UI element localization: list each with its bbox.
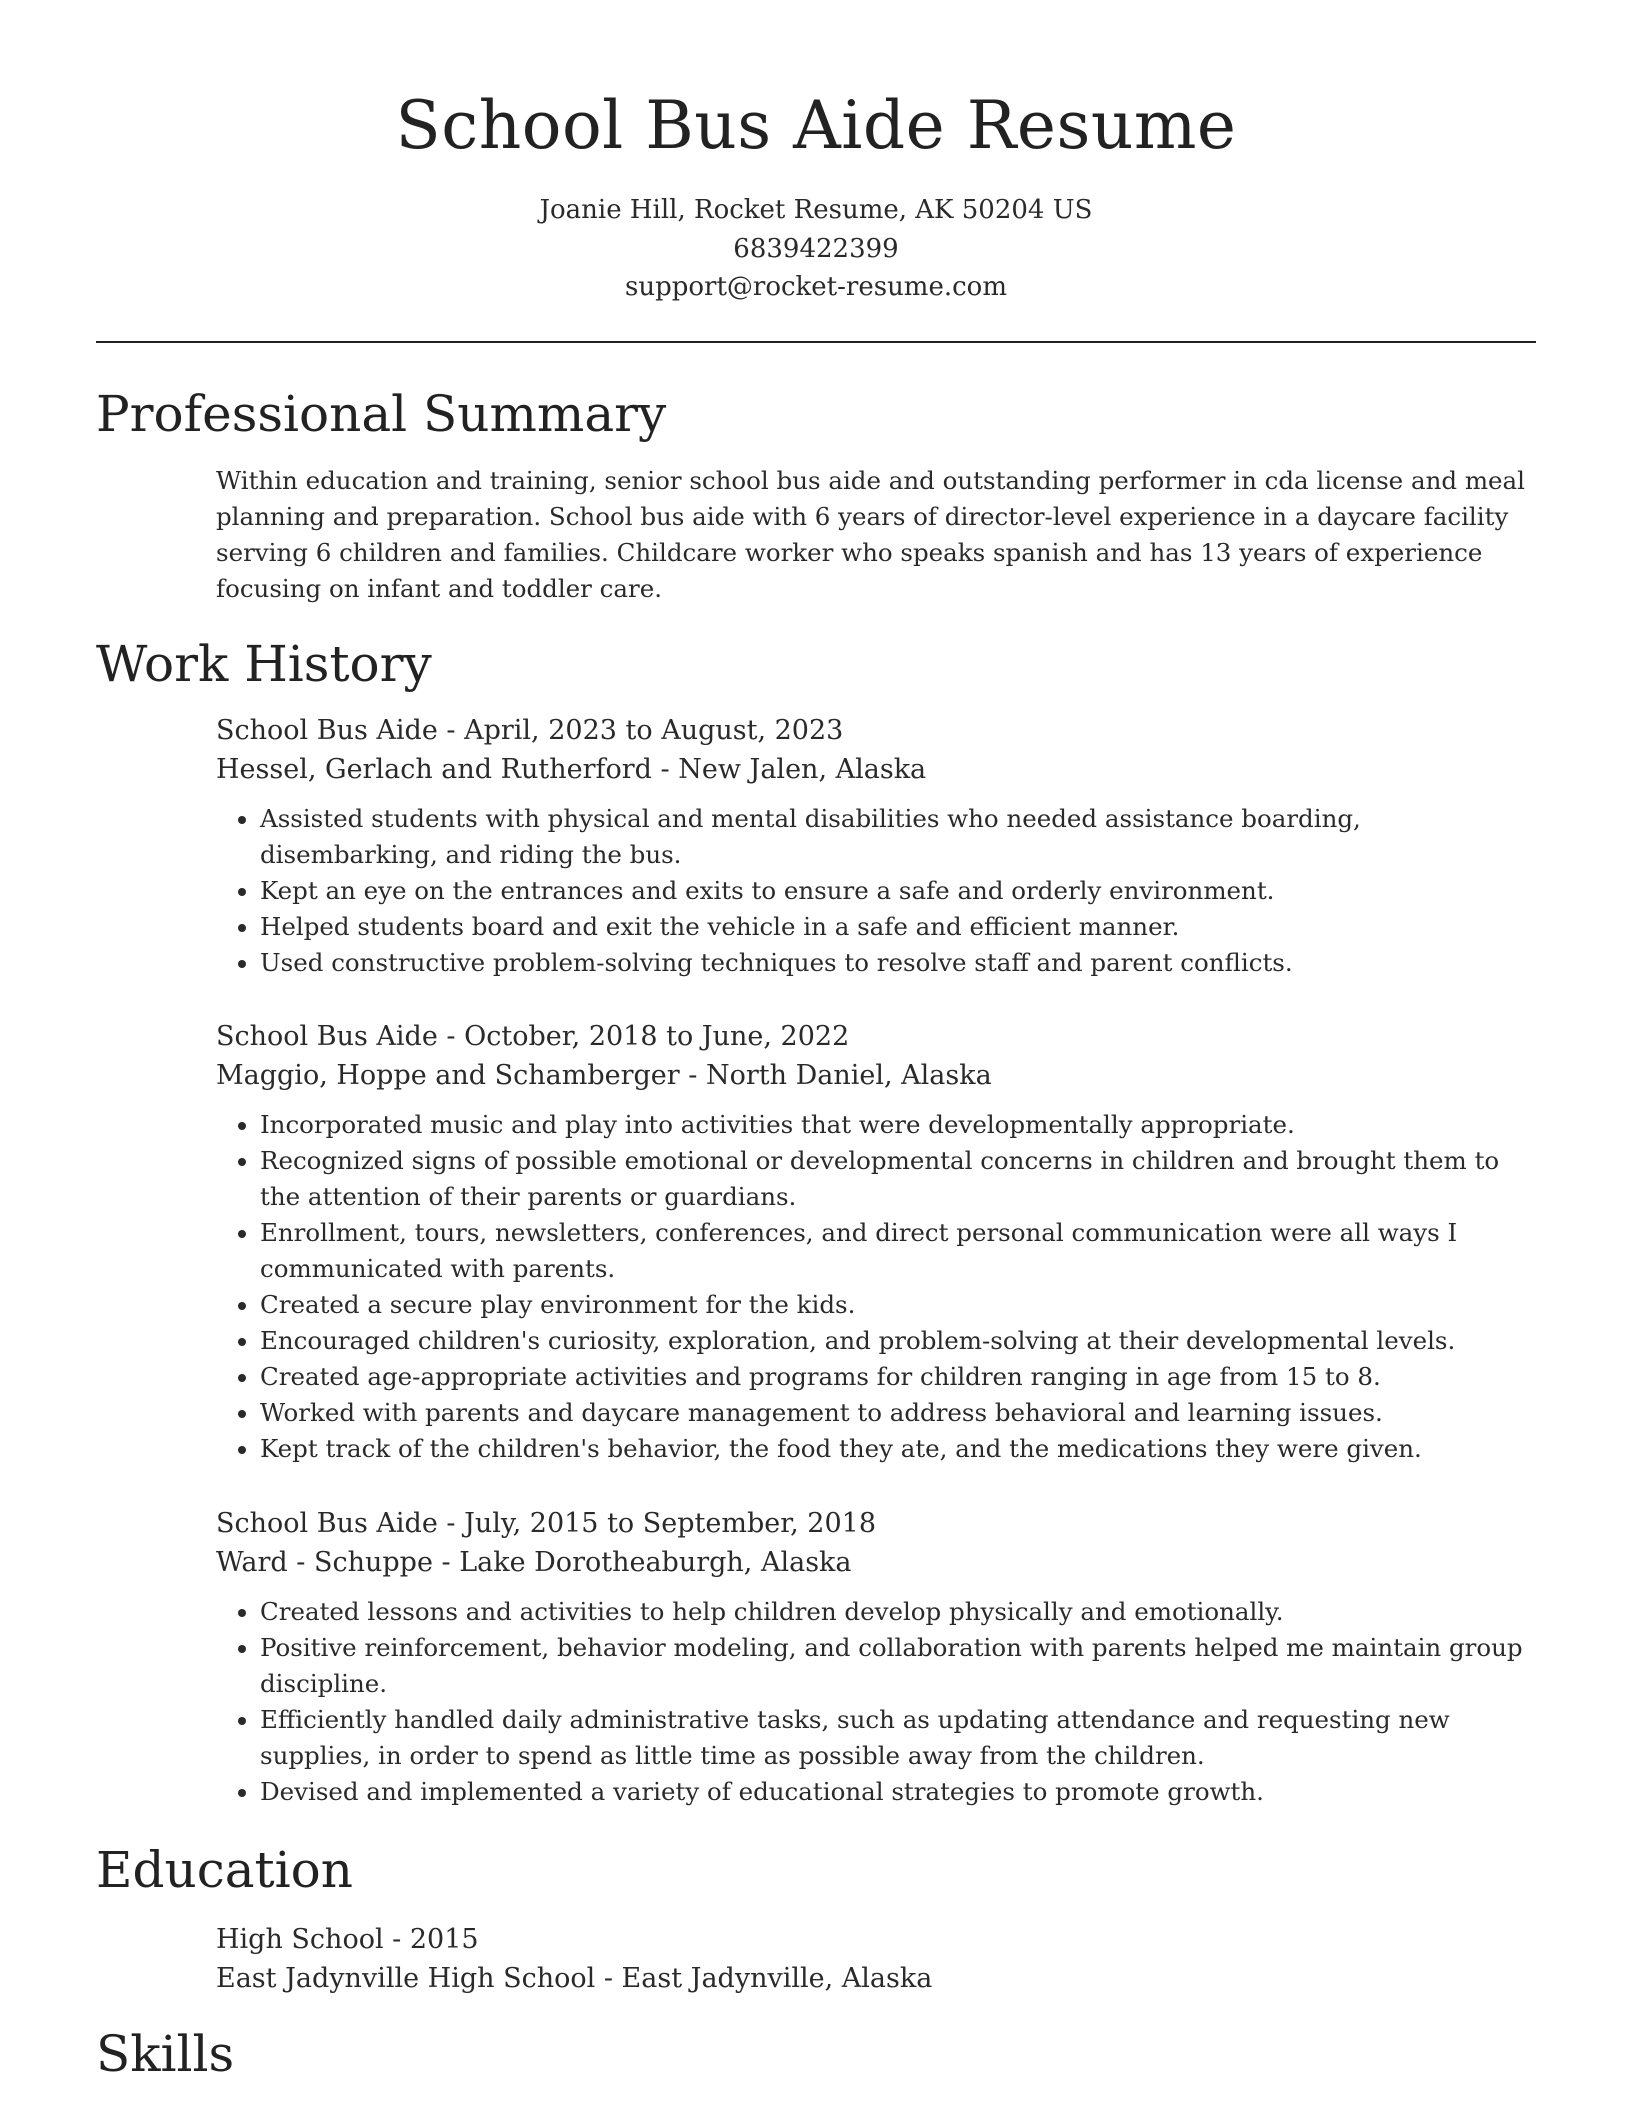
job-title-line: School Bus Aide - April, 2023 to August, 2023 bbox=[216, 715, 844, 746]
job-company-line: Hessel, Gerlach and Rutherford - New Jalen, Alaska bbox=[216, 754, 927, 785]
job-bullets bbox=[216, 801, 1536, 981]
header-divider bbox=[96, 341, 1536, 343]
job-entry bbox=[216, 1504, 1536, 1810]
section-heading-skills: Skills bbox=[96, 2025, 235, 2083]
job-bullet: • Enrollment, tours, newsletters, conferences, and direct personal communication were all ways I communicated with parents. bbox=[260, 1215, 1536, 1287]
job-bullet: • Positive reinforcement, behavior modeling, and collaboration with parents helped me maintain group discipline. bbox=[260, 1630, 1536, 1702]
job-bullet: • Efficiently handled daily administrative tasks, such as updating attendance and requesting new supplies, in order to spend as little time as possible away from the children. bbox=[260, 1702, 1536, 1774]
job-bullet: • Created lessons and activities to help children develop physically and emotionally. bbox=[260, 1594, 1536, 1630]
section-heading-education: Education bbox=[96, 1841, 353, 1899]
section-heading-summary: Professional Summary bbox=[96, 385, 667, 443]
contact-phone: 6839422399 bbox=[733, 234, 899, 264]
job-bullet: • Encouraged children's curiosity, exploration, and problem-solving at their developmental levels. bbox=[260, 1323, 1536, 1359]
job-title-line: School Bus Aide - July, 2015 to September, 2018 bbox=[216, 1508, 877, 1539]
job-bullets bbox=[216, 1107, 1536, 1467]
job-bullet: • Created age-appropriate activities and programs for children ranging in age from 15 to 8. bbox=[260, 1359, 1536, 1395]
job-bullet: • Devised and implemented a variety of educational strategies to promote growth. bbox=[260, 1774, 1536, 1810]
contact-address: Joanie Hill, Rocket Resume, AK 50204 US bbox=[539, 195, 1093, 225]
contact-email: support@rocket-resume.com bbox=[624, 272, 1007, 302]
resume-title: School Bus Aide Resume bbox=[395, 87, 1237, 164]
job-entry bbox=[216, 711, 1536, 981]
job-entry bbox=[216, 1017, 1536, 1467]
job-title-line: School Bus Aide - October, 2018 to June, 2022 bbox=[216, 1021, 850, 1052]
summary-paragraph: Within education and training, senior school bus aide and outstanding performer in cda license and meal planning and preparation. School bus aide with 6 years of director-level experience in a daycare facility serving 6 children and families. Childcare worker who speaks spanish and has 13 years of experience focusing on infant and toddler care. bbox=[216, 466, 1526, 603]
education-school-line: East Jadynville High School - East Jadynville, Alaska bbox=[216, 1963, 933, 1994]
education-degree-line: High School - 2015 bbox=[216, 1924, 479, 1955]
education-entry bbox=[216, 1920, 1536, 1998]
section-heading-work-history: Work History bbox=[96, 635, 432, 693]
job-bullet: • Incorporated music and play into activities that were developmentally appropriate. bbox=[260, 1107, 1536, 1143]
job-bullet: • Worked with parents and daycare management to address behavioral and learning issues. bbox=[260, 1395, 1536, 1431]
job-bullet: • Used constructive problem-solving techniques to resolve staff and parent conflicts. bbox=[260, 945, 1536, 981]
job-bullet: • Created a secure play environment for the kids. bbox=[260, 1287, 1536, 1323]
job-bullet: • Assisted students with physical and mental disabilities who needed assistance boarding, disembarking, and riding the bus. bbox=[260, 801, 1536, 873]
job-bullet: • Helped students board and exit the vehicle in a safe and efficient manner. bbox=[260, 909, 1536, 945]
job-company-line: Maggio, Hoppe and Schamberger - North Daniel, Alaska bbox=[216, 1060, 992, 1091]
job-bullet: • Kept an eye on the entrances and exits to ensure a safe and orderly environment. bbox=[260, 873, 1536, 909]
job-bullet: • Kept track of the children's behavior, the food they ate, and the medications they were given. bbox=[260, 1431, 1536, 1467]
job-company-line: Ward - Schuppe - Lake Dorotheaburgh, Alaska bbox=[216, 1547, 852, 1578]
job-bullets bbox=[216, 1594, 1536, 1810]
job-bullet: • Recognized signs of possible emotional or developmental concerns in children and brought them to the attention of their parents or guardians. bbox=[260, 1143, 1536, 1215]
